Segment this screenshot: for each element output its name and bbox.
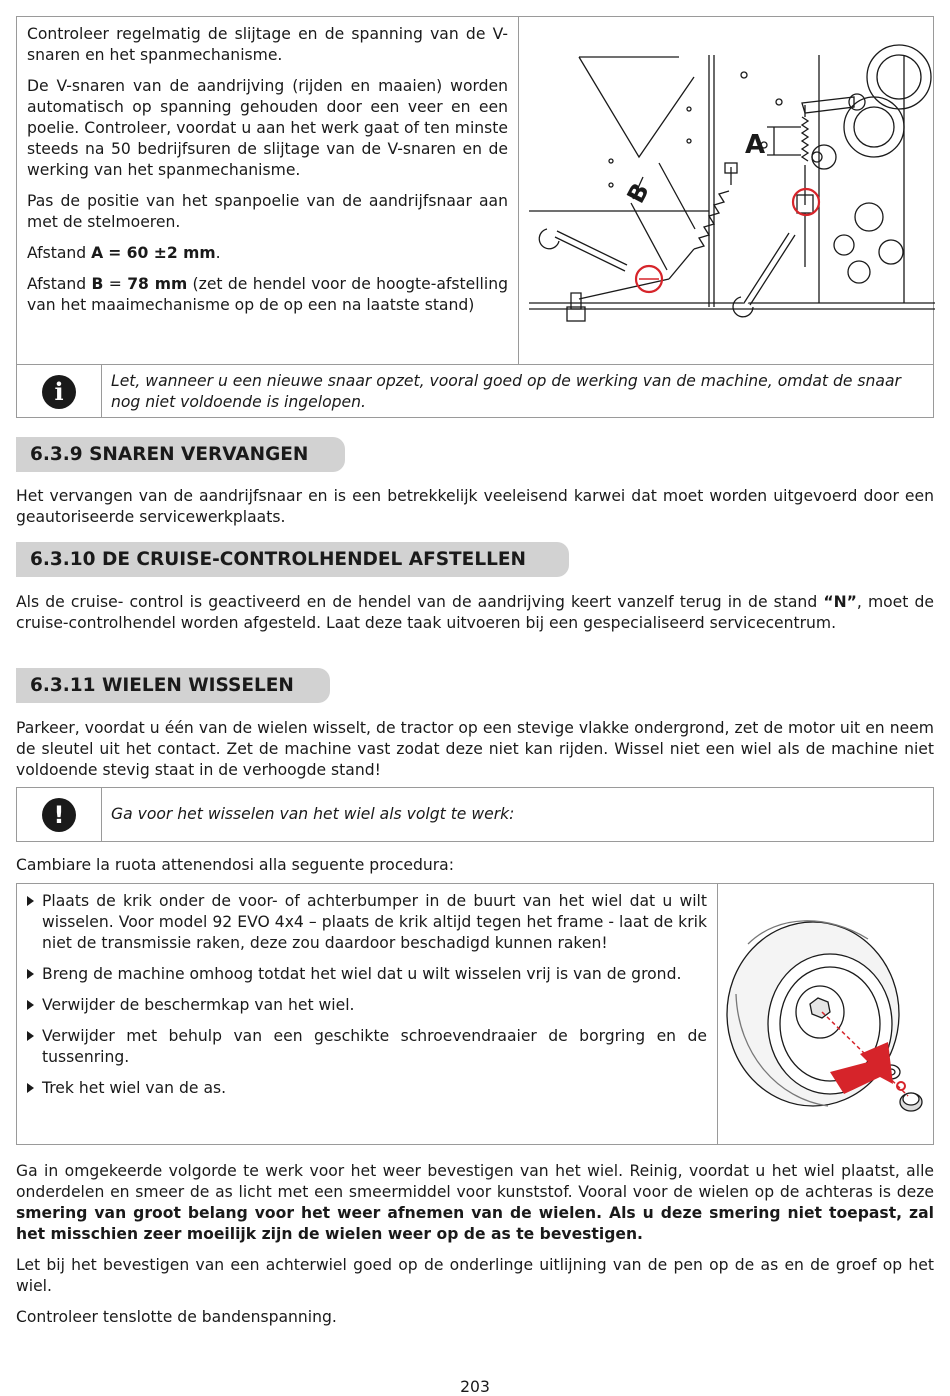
paragraph: Pas de positie van het spanpoelie van de aandrijfsnaar aan met de stelmoeren. [27, 192, 508, 231]
paragraph: Let bij het bevestigen van een achterwiel goed op de onderlinge uitlijning van de pen op de as en de groef op het wiel. [16, 1256, 934, 1295]
procedure-intro: Cambiare la ruota attenendosi alla seguente procedura: [16, 856, 454, 874]
distance-a-line: Afstand A = 60 ±2 mm. [27, 244, 221, 262]
section-heading-6-3-9: 6.3.9 SNAREN VERVANGEN [16, 437, 345, 472]
distance-b-line: Afstand B = 78 mm (zet de hendel voor de hoogte-afstelling van het maaimechanisme op de op een na laatste stand) [27, 275, 508, 314]
wheel-figure [718, 884, 933, 1144]
page-number: 203 [460, 1378, 490, 1396]
bullet-arrow-icon [27, 969, 34, 979]
tensioner-figure [519, 17, 935, 364]
paragraph: De V-snaren van de aandrijving (rijden en maaien) worden automatisch op spanning gehouden door een veer en een poelie. Controleer, voordat u aan het werk gaat of ten minste steeds na 50 bedrijfsuren de slijtage van de V-snaren en de werking van het spanmechanisme. [27, 77, 508, 179]
list-item: Verwijder met behulp van een geschikte schroevendraaier de borgring en de tussenring. [25, 1026, 707, 1068]
bullet-arrow-icon [27, 1031, 34, 1041]
bullet-arrow-icon [27, 1083, 34, 1093]
warning-note [16, 787, 934, 842]
warning-note-text: Ga voor het wisselen van het wiel als volgt te werk: [111, 805, 515, 823]
paragraph: Controleer regelmatig de slijtage en de spanning van de V-snaren en het spanmechanisme. [27, 25, 508, 64]
bullet-arrow-icon [27, 1000, 34, 1010]
belt-check-text [17, 17, 519, 364]
figure-label-b: B [621, 178, 655, 208]
paragraph: Controleer tenslotte de bandenspanning. [16, 1308, 337, 1326]
procedure-steps [17, 884, 718, 1144]
info-note-text: Let, wanneer u een nieuwe snaar opzet, vooral goed op de werking van de machine, omdat de snaar nog niet voldoende is ingelopen. [111, 372, 901, 411]
procedure-box [16, 883, 934, 1145]
figure-label-a: A [745, 130, 766, 160]
bullet-arrow-icon [27, 896, 34, 906]
section-6-3-10-text: Als de cruise- control is geactiveerd en de hendel van de aandrijving keert vanzelf terug in de stand “N”, moet de cruise-controlhendel worden afgesteld. Laat deze taak uitvoeren bij een gespecialiseerd servicecentrum. [16, 593, 934, 632]
info-icon: i [42, 375, 76, 409]
info-note [17, 364, 933, 418]
list-item: Trek het wiel van de as. [25, 1078, 707, 1099]
tensioner-illustration [519, 17, 935, 364]
list-item: Breng de machine omhoog totdat het wiel dat u wilt wisselen vrij is van de grond. [25, 964, 707, 985]
list-item: Verwijder de beschermkap van het wiel. [25, 995, 707, 1016]
list-item: Plaats de krik onder de voor- of achterbumper in de buurt van het wiel dat u wilt wisselen. Voor model 92 EVO 4x4 – plaats de krik altijd tegen het frame - laat de krik niet de transmissie raken, deze zou daardoor beschadigd kunnen raken! [25, 891, 707, 954]
wheel-removal-illustration [718, 884, 933, 1144]
section-heading-6-3-11: 6.3.11 WIELEN WISSELEN [16, 668, 330, 703]
paragraph: Ga in omgekeerde volgorde te werk voor het weer bevestigen van het wiel. Reinig, voordat u het wiel plaatst, alle onderdelen en smeer de as licht met een smeermiddel voor kunststof. Vooral voor de wielen op de achteras is deze smering van groot belang voor het weer afnemen van de wielen. Als u deze smering niet toepast, zal het misschien zeer moeilijk zijn de wielen weer op de as te bevestigen. [16, 1162, 934, 1243]
section-6-3-9-text: Het vervangen van de aandrijfsnaar en is een betrekkelijk veeleisend karwei dat moet worden uitgevoerd door een geautoriseerde servicewerkplaats. [16, 487, 934, 526]
exclamation-icon: ! [42, 798, 76, 832]
section-heading-6-3-10: 6.3.10 DE CRUISE-CONTROLHENDEL AFSTELLEN [16, 542, 569, 577]
section-6-3-11-text: Parkeer, voordat u één van de wielen wisselt, de tractor op een stevige vlakke ondergrond, zet de motor uit en neem de sleutel uit het contact. Zet de machine vast zodat deze niet kan rijden. Wissel niet een wiel als de machine niet voldoende stevig staat in de verhoogde stand! [16, 719, 934, 779]
reassembly-text [16, 1161, 934, 1328]
belt-check-box [16, 16, 934, 418]
